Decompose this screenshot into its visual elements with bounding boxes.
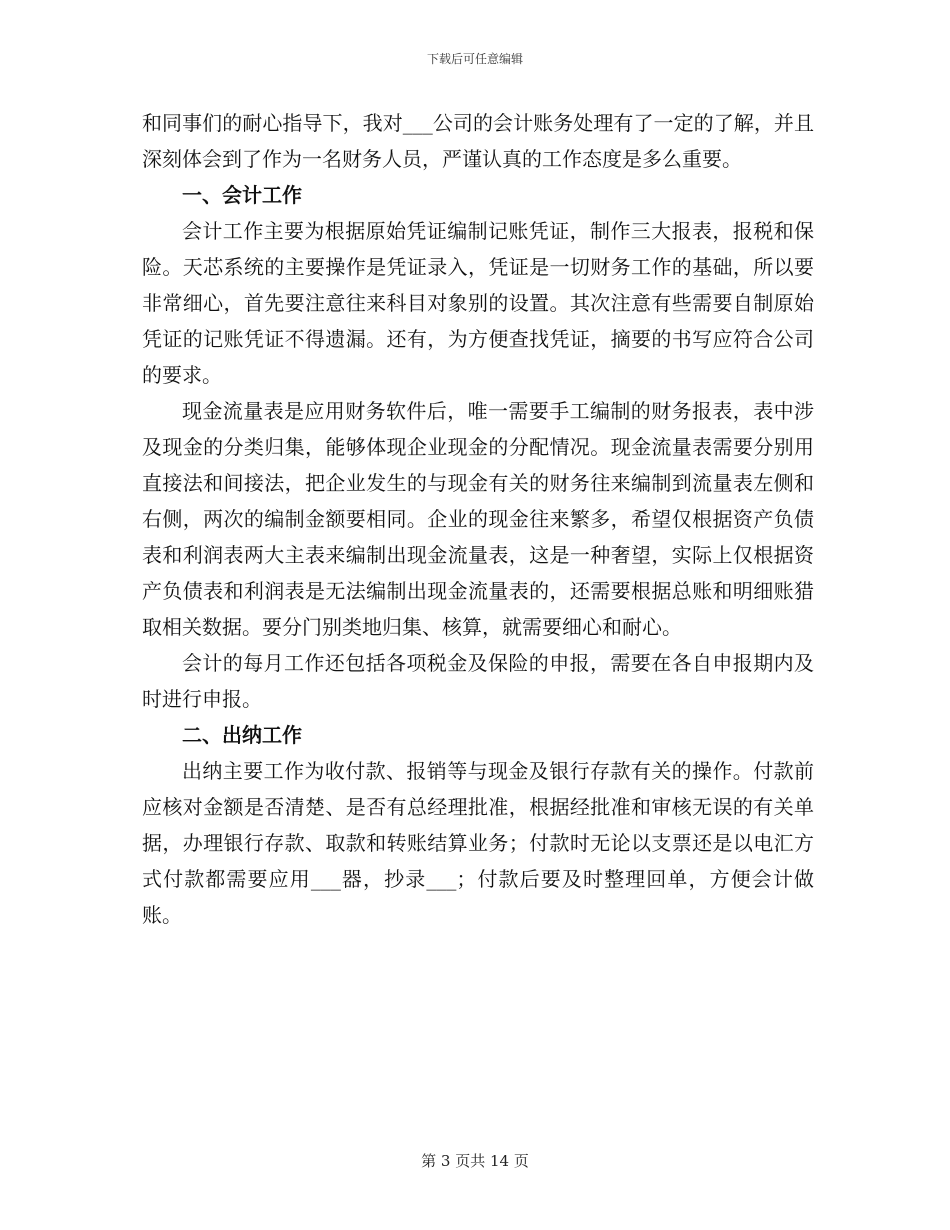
accounting-paragraph-1: 会计工作主要为根据原始凭证编制记账凭证，制作三大报表，报税和保险。天芯系统的主要操作是凭证录入，凭证是一切财务工作的基础，所以要非常细心，首先要注意往来科目对象别的设置。其次注意有些需要自制原始凭证的记账凭证不得遗漏。还有，为方便查找凭证，摘要的书写应符合公司的要求。 [142,219,814,387]
section-heading-accounting: 一、会计工作 [182,183,302,207]
cashier-paragraph-1: 出纳主要工作为收付款、报销等与现金及银行存款有关的操作。付款前应核对金额是否清楚、是否有总经理批准，根据经批准和审核无误的有关单据，办理银行存款、取款和转账结算业务；付款时无论以支票还是以电汇方式付款都需要应用___器，抄录___；付款后要及时整理回单，方便会计做账。 [142,759,814,927]
intro-paragraph: 和同事们的耐心指导下，我对___公司的会计账务处理有了一定的了解，并且深刻体会到了作为一名财务人员，严谨认真的工作态度是多么重要。 [142,111,814,171]
accounting-paragraph-2: 现金流量表是应用财务软件后，唯一需要手工编制的财务报表，表中涉及现金的分类归集，能够体现企业现金的分配情况。现金流量表需要分别用直接法和间接法，把企业发生的与现金有关的财务往来编制到流量表左侧和右侧，两次的编制金额要相同。企业的现金往来繁多，希望仅根据资产负债表和利润表两大主表来编制出现金流量表，这是一种奢望，实际上仅根据资产负债表和利润表是无法编制出现金流量表的，还需要根据总账和明细账猎取相关数据。要分门别类地归集、核算，就需要细心和耐心。 [142,399,814,639]
section-heading-cashier: 二、出纳工作 [182,723,302,747]
page-footer: 第 3 页共 14 页 [421,1152,529,1170]
document-body [142,105,814,933]
page-header: 下载后可任意编辑 [426,52,523,66]
accounting-paragraph-3: 会计的每月工作还包括各项税金及保险的申报，需要在各自申报期内及时进行申报。 [142,651,814,711]
